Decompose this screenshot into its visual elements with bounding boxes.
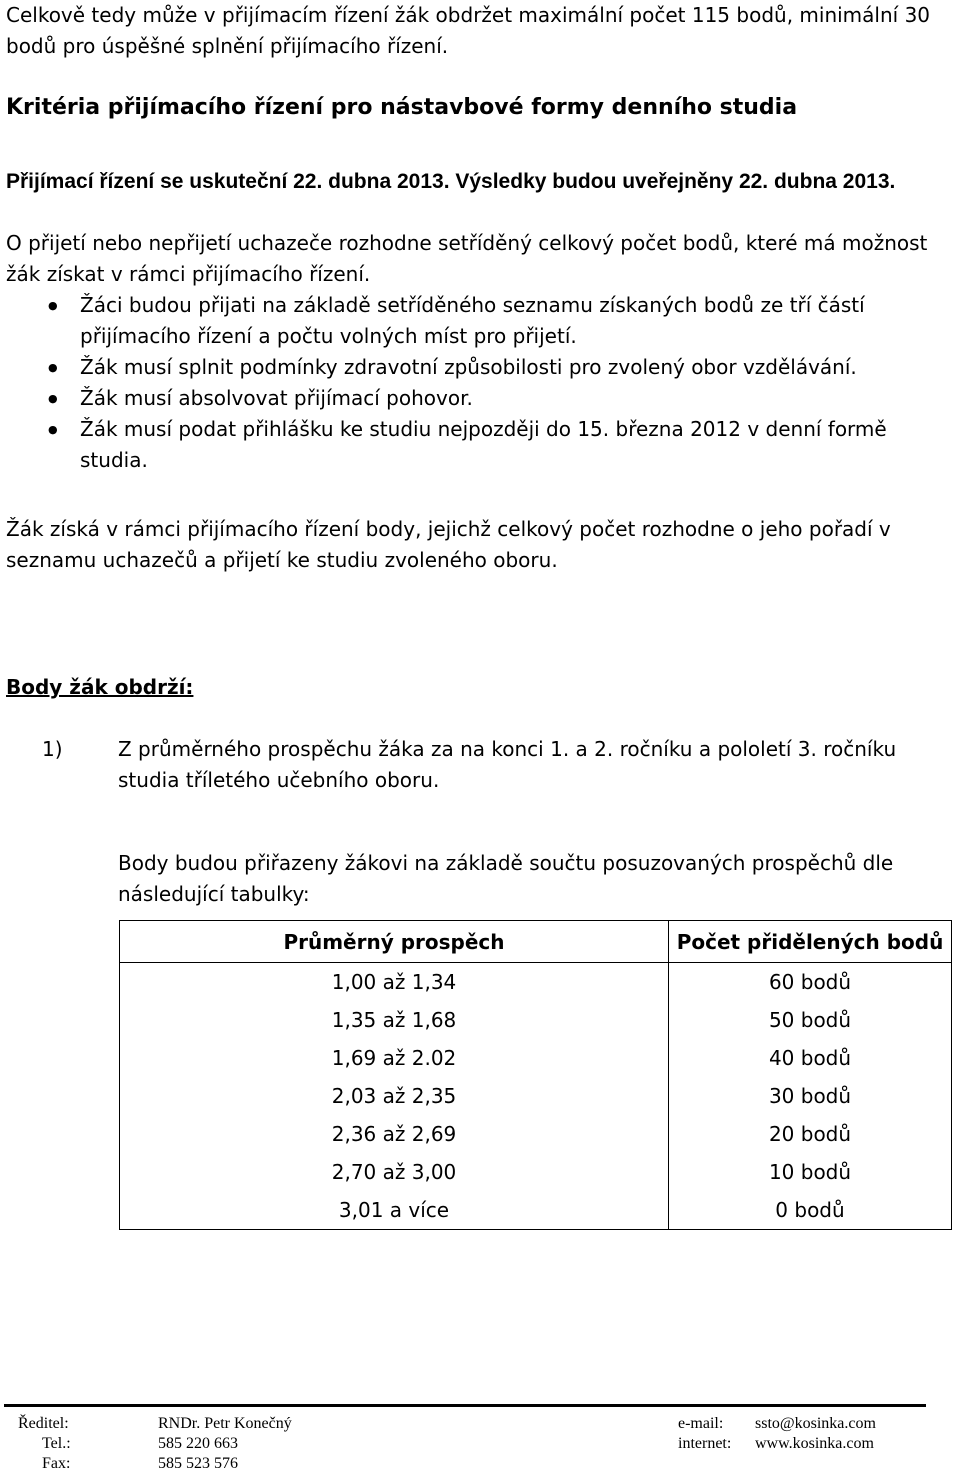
table-cell: 1,35 až 1,68 bbox=[120, 1001, 669, 1039]
intro-paragraph: Celkově tedy může v přijímacím řízení žák obdržet maximální počet 115 bodů, minimální 30 bodů pro úspěšné splnění přijímacího řízení. bbox=[6, 3, 931, 58]
date-line: Přijímací řízení se uskuteční 22. dubna 2013. Výsledky budou uveřejněny 22. dubna 2013. bbox=[6, 170, 896, 193]
decision-paragraph: O přijetí nebo nepřijetí uchazeče rozhodne setříděný celkový počet bodů, které má možnost žák získat v rámci přijímacího řízení. bbox=[6, 231, 928, 286]
footer-director-name: RNDr. Petr Konečný bbox=[158, 1415, 292, 1432]
table-cell: 1,69 až 2.02 bbox=[120, 1039, 669, 1077]
table-cell: 30 bodů bbox=[669, 1077, 952, 1115]
item-number: 1) bbox=[42, 737, 63, 761]
table-row bbox=[120, 1153, 952, 1191]
table-cell: 2,03 až 2,35 bbox=[120, 1077, 669, 1115]
points-paragraph: Žák získá v rámci přijímacího řízení body, jejichž celkový počet rozhodne o jeho pořadí v seznamu uchazečů a přijetí ke studiu zvoleného oboru. bbox=[6, 517, 891, 572]
table-row bbox=[120, 963, 952, 1002]
footer-fax-label: Fax: bbox=[42, 1455, 71, 1472]
table-intro: Body budou přiřazeny žákovi na základě součtu posuzovaných prospěchů dle následující tabulky: bbox=[118, 851, 894, 906]
table-row bbox=[120, 1191, 952, 1230]
grade-points-table bbox=[119, 920, 952, 1230]
table-cell: 2,70 až 3,00 bbox=[120, 1153, 669, 1191]
table-cell: 3,01 a více bbox=[120, 1191, 669, 1230]
list-item: ● Žák musí podat přihlášku ke studiu nejpozději do 15. března 2012 v denní formě studia. bbox=[80, 414, 920, 476]
table-cell: 1,00 až 1,34 bbox=[120, 963, 669, 1002]
footer-director-label: Ředitel: bbox=[18, 1415, 69, 1432]
table-row bbox=[120, 1115, 952, 1153]
footer-tel: 585 220 663 bbox=[158, 1435, 238, 1452]
table-row bbox=[120, 1001, 952, 1039]
table-cell: 60 bodů bbox=[669, 963, 952, 1002]
footer-divider bbox=[4, 1404, 926, 1407]
table-cell: 0 bodů bbox=[669, 1191, 952, 1230]
table-header-points: Počet přidělených bodů bbox=[669, 921, 952, 963]
criteria-heading: Kritéria přijímacího řízení pro nástavbové formy denního studia bbox=[6, 95, 798, 120]
footer-internet[interactable]: www.kosinka.com bbox=[755, 1435, 874, 1452]
table-cell: 2,36 až 2,69 bbox=[120, 1115, 669, 1153]
list-item: ● Žák musí splnit podmínky zdravotní způsobilosti pro zvolený obor vzdělávání. bbox=[80, 352, 920, 383]
table-row bbox=[120, 1039, 952, 1077]
table-cell: 20 bodů bbox=[669, 1115, 952, 1153]
points-heading: Body žák obdrží: bbox=[6, 675, 194, 699]
footer-tel-label: Tel.: bbox=[42, 1435, 71, 1452]
item-text: Z průměrného prospěchu žáka za na konci 1. a 2. ročníku a pololetí 3. ročníku studia tříletého učebního oboru. bbox=[118, 737, 897, 792]
list-item: ● Žáci budou přijati na základě setříděného seznamu získaných bodů ze tří částí přijímacího řízení a počtu volných míst pro přijetí. bbox=[80, 290, 920, 352]
footer-email-label: e-mail: bbox=[678, 1415, 724, 1432]
table-header-average: Průměrný prospěch bbox=[120, 921, 669, 963]
table-cell: 40 bodů bbox=[669, 1039, 952, 1077]
footer-fax: 585 523 576 bbox=[158, 1455, 238, 1472]
footer-internet-label: internet: bbox=[678, 1435, 732, 1452]
criteria-bullet-list bbox=[80, 290, 920, 476]
list-item: ● Žák musí absolvovat přijímací pohovor. bbox=[80, 383, 920, 414]
table-cell: 10 bodů bbox=[669, 1153, 952, 1191]
table-row bbox=[120, 1077, 952, 1115]
footer-email[interactable]: ssto@kosinka.com bbox=[755, 1415, 876, 1432]
table-cell: 50 bodů bbox=[669, 1001, 952, 1039]
